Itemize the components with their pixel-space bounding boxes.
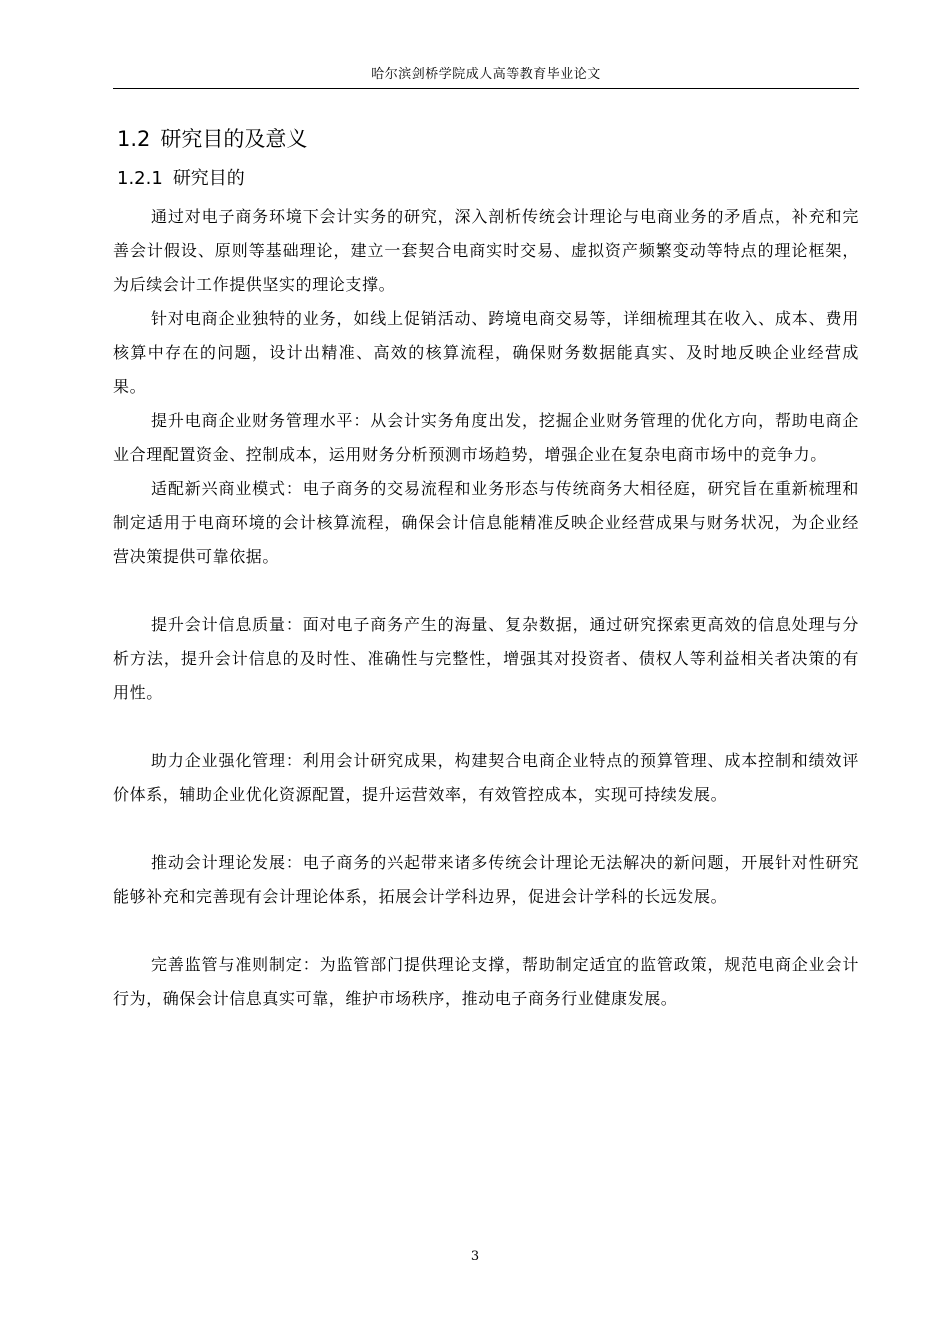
paragraph: 适配新兴商业模式：电子商务的交易流程和业务形态与传统商务大相径庭，研究旨在重新梳理和制定适用于电商环境的会计核算流程，确保会计信息能精准反映企业经营成果与财务状况，为企业经营决策提供可靠依据。 (113, 479, 859, 566)
subsection-title: 研究目的 (172, 168, 245, 189)
blank-line (113, 710, 859, 744)
section-title: 研究目的及意义 (160, 127, 308, 151)
paragraph: 助力企业强化管理：利用会计研究成果，构建契合电商企业特点的预算管理、成本控制和绩效评价体系，辅助企业优化资源配置，提升运营效率，有效管控成本，实现可持续发展。 (113, 751, 859, 804)
running-header: 哈尔滨剑桥学院成人高等教育毕业论文 (371, 67, 601, 82)
paragraph: 完善监管与准则制定：为监管部门提供理论支撑，帮助制定适宜的监管政策，规范电商企业会计行为，确保会计信息真实可靠，维护市场秩序，推动电子商务行业健康发展。 (113, 955, 859, 1008)
subsection-number: 1.2.1 (117, 168, 163, 189)
paragraph: 推动会计理论发展：电子商务的兴起带来诸多传统会计理论无法解决的新问题，开展针对性研究能够补充和完善现有会计理论体系，拓展会计学科边界，促进会计学科的长远发展。 (113, 853, 859, 906)
section-heading (117, 122, 859, 156)
paragraph: 通过对电子商务环境下会计实务的研究，深入剖析传统会计理论与电商业务的矛盾点，补充和完善会计假设、原则等基础理论，建立一套契合电商实时交易、虚拟资产频繁变动等特点的理论框架，为后续会计工作提供坚实的理论支撑。 (113, 207, 859, 294)
section-number: 1.2 (117, 127, 151, 151)
paragraph: 针对电商企业独特的业务，如线上促销活动、跨境电商交易等，详细梳理其在收入、成本、费用核算中存在的问题，设计出精准、高效的核算流程，确保财务数据能真实、及时地反映企业经营成果。 (113, 309, 859, 396)
page-body (113, 122, 859, 1016)
page-number: 3 (470, 1249, 480, 1264)
blank-line (113, 574, 859, 608)
blank-line (113, 914, 859, 948)
header-divider (113, 88, 859, 89)
blank-line (113, 812, 859, 846)
paragraph: 提升电商企业财务管理水平：从会计实务角度出发，挖掘企业财务管理的优化方向，帮助电商企业合理配置资金、控制成本，运用财务分析预测市场趋势，增强企业在复杂电商市场中的竞争力。 (113, 411, 859, 464)
subsection-heading (117, 164, 859, 194)
paragraph: 提升会计信息质量：面对电子商务产生的海量、复杂数据，通过研究探索更高效的信息处理与分析方法，提升会计信息的及时性、准确性与完整性，增强其对投资者、债权人等利益相关者决策的有用性。 (113, 615, 859, 702)
